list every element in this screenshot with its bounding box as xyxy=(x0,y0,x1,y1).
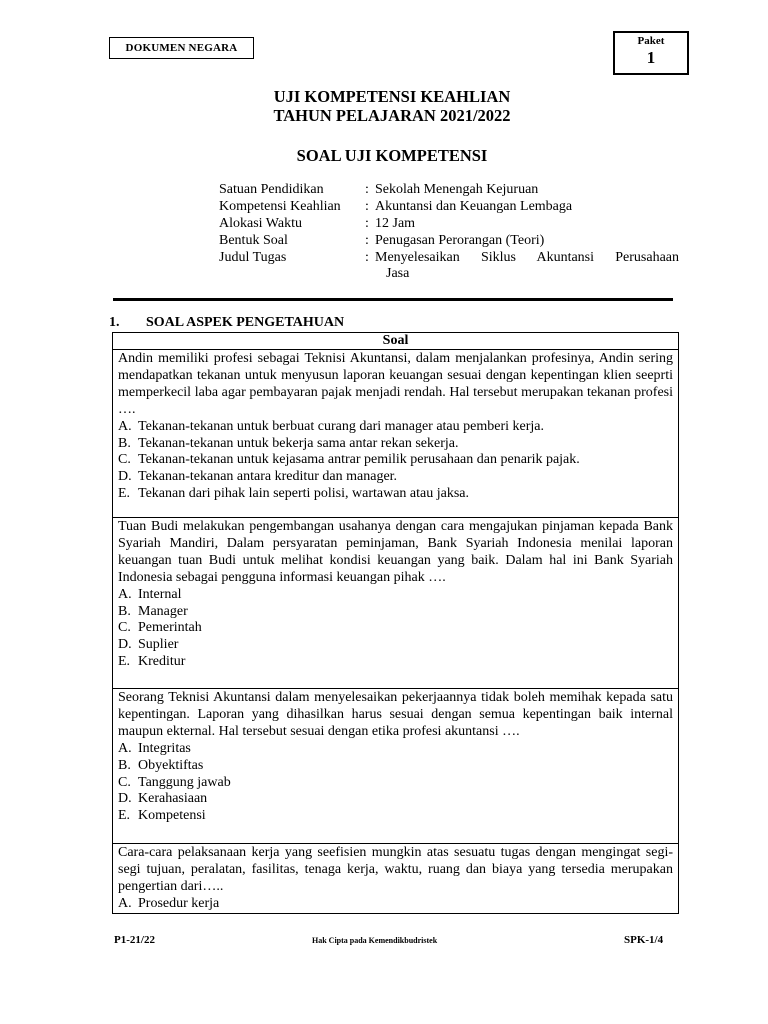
option-text: Tekanan-tekanan antara kreditur dan manager. xyxy=(138,469,398,485)
option-letter: D. xyxy=(118,637,132,653)
option-letter: C. xyxy=(118,774,131,790)
horizontal-rule xyxy=(113,298,673,301)
question-cell xyxy=(113,518,678,689)
section-heading xyxy=(109,315,344,331)
option-letter: C. xyxy=(118,620,131,636)
answer-option xyxy=(118,419,673,436)
option-text: Internal xyxy=(138,586,182,602)
info-key: Judul Tugas xyxy=(219,250,287,265)
answer-option xyxy=(118,741,673,758)
option-text: Kerahasiaan xyxy=(138,791,208,807)
title-line-1: UJI KOMPETENSI KEAHLIAN xyxy=(273,87,511,106)
info-key: Bentuk Soal xyxy=(219,233,288,248)
option-letter: E. xyxy=(118,654,131,670)
option-letter: A. xyxy=(118,895,132,911)
option-letter: A. xyxy=(118,418,132,434)
option-letter: B. xyxy=(118,757,131,773)
option-letter: D. xyxy=(118,791,132,807)
option-letter: A. xyxy=(118,586,132,602)
info-value: Sekolah Menengah Kejuruan xyxy=(375,182,539,197)
answer-option xyxy=(118,637,673,654)
option-text: Tekanan-tekanan untuk berbuat curang dari manager atau pemberi kerja. xyxy=(138,418,544,434)
option-text: Kreditur xyxy=(138,654,186,670)
answer-option xyxy=(118,654,673,671)
question-cell xyxy=(113,844,678,914)
document-classification-label xyxy=(109,37,254,59)
answer-option xyxy=(118,469,673,486)
answer-option xyxy=(118,808,673,825)
section-title: SOAL ASPEK PENGETAHUAN xyxy=(146,315,345,330)
info-row: Satuan Pendidikan : Sekolah Menengah Kejuruan xyxy=(219,181,679,198)
info-value-continuation: Jasa xyxy=(386,266,410,281)
question-cell xyxy=(113,350,678,518)
question-table xyxy=(112,332,679,914)
option-text: Integritas xyxy=(138,740,191,756)
answer-option xyxy=(118,791,673,808)
answer-option xyxy=(118,604,673,621)
question-text: Cara-cara pelaksanaan kerja yang seefisien mungkin atas sesuatu tugas dengan mengingat segi-segi tujuan, peralatan, fasilitas, tenaga kerja, waktu, ruang dan biaya yang tersedia merupakan pengertian dari….. xyxy=(118,845,673,894)
answer-option xyxy=(118,436,673,453)
option-letter: A. xyxy=(118,740,132,756)
answer-option xyxy=(118,486,673,503)
paket-box xyxy=(613,31,689,75)
title-line-3: SOAL UJI KOMPETENSI xyxy=(296,146,488,165)
info-value: Akuntansi dan Keuangan Lembaga xyxy=(375,199,573,214)
paket-label: Paket xyxy=(637,35,665,47)
option-text: Tanggung jawab xyxy=(138,774,231,790)
option-letter: D. xyxy=(118,469,132,485)
answer-option xyxy=(118,775,673,792)
footer-page-code: P1-21/22 xyxy=(114,934,155,946)
option-text: Kompetensi xyxy=(138,808,206,824)
exam-info xyxy=(219,181,679,282)
option-letter: C. xyxy=(118,452,131,468)
option-text: Obyektiftas xyxy=(138,757,204,773)
footer-page-number: SPK-1/4 xyxy=(624,934,664,946)
info-value: 12 Jam xyxy=(375,216,416,231)
footer-copyright: Hak Cipta pada Kemendikbudristek xyxy=(312,936,438,945)
info-value: Penugasan Perorangan (Teori) xyxy=(375,233,545,248)
option-text: Prosedur kerja xyxy=(138,895,220,911)
option-text: Suplier xyxy=(138,637,179,653)
option-text: Tekanan-tekanan untuk bekerja sama antar rekan sekerja. xyxy=(138,435,459,451)
title-line-2: TAHUN PELAJARAN 2021/2022 xyxy=(273,106,511,125)
answer-option xyxy=(118,620,673,637)
info-row: Judul Tugas : Menyelesaikan Siklus Akuntansi Perusahaan xyxy=(219,250,679,265)
option-text: Tekanan-tekanan untuk kejasama antrar pemilik perusahaan dan penarik pajak. xyxy=(138,452,580,468)
answer-option xyxy=(118,896,673,913)
info-key: Alokasi Waktu xyxy=(219,216,302,231)
info-row: Bentuk Soal : Penugasan Perorangan (Teori) xyxy=(219,232,679,249)
info-key: Satuan Pendidikan xyxy=(219,182,324,197)
doc-label-text: DOKUMEN NEGARA xyxy=(125,42,238,54)
paket-number: 1 xyxy=(646,48,656,67)
question-text: Andin memiliki profesi sebagai Teknisi Akuntansi, dalam menjalankan profesinya, Andin sering mendapatkan tekanan untuk menyusun laporan keuangan sesuai dengan kepentingan klien seeprti memperkecil laba agar pembayaran pajak menjadi rendah. Hal tersebut merupakan tekanan profesi …. xyxy=(118,351,673,417)
section-number: 1. xyxy=(109,315,120,330)
answer-option xyxy=(118,758,673,775)
info-row: Kompetensi Keahlian : Akuntansi dan Keuangan Lembaga xyxy=(219,198,679,215)
option-text: Tekanan dari pihak lain seperti polisi, wartawan atau jaksa. xyxy=(138,486,470,502)
option-letter: E. xyxy=(118,486,131,502)
answer-option xyxy=(118,452,673,469)
info-key: Kompetensi Keahlian xyxy=(219,199,341,214)
option-letter: B. xyxy=(118,435,131,451)
info-row: Alokasi Waktu : 12 Jam xyxy=(219,215,679,232)
table-header: Soal xyxy=(113,333,678,350)
answer-option xyxy=(118,587,673,604)
question-text: Tuan Budi melakukan pengembangan usahanya dengan cara mengajukan pinjaman kepada Bank Syariah Mandiri, Dalam persyaratan peminjaman, Bank Syariah Indonesia menilai laporan keuangan tuan Budi untuk melihat kondisi keuangan yang baik. Dalam hal ini Bank Syariah Indonesia sebagai pengguna informasi keuangan pihak …. xyxy=(118,519,673,585)
option-letter: B. xyxy=(118,603,131,619)
question-text: Seorang Teknisi Akuntansi dalam menyelesaikan pekerjaannya tidak boleh memihak kepada satu kepentingan. Laporan yang dihasilkan harus sesuai dengan semua kepentingan baik internal maupun ekternal. Hal tersebut sesuai dengan etika profesi akuntansi …. xyxy=(118,690,673,739)
info-value: Menyelesaikan Siklus Akuntansi Perusahaan xyxy=(375,250,679,265)
option-text: Manager xyxy=(138,603,188,619)
question-cell xyxy=(113,689,678,844)
option-text: Pemerintah xyxy=(138,620,202,636)
option-letter: E. xyxy=(118,808,131,824)
